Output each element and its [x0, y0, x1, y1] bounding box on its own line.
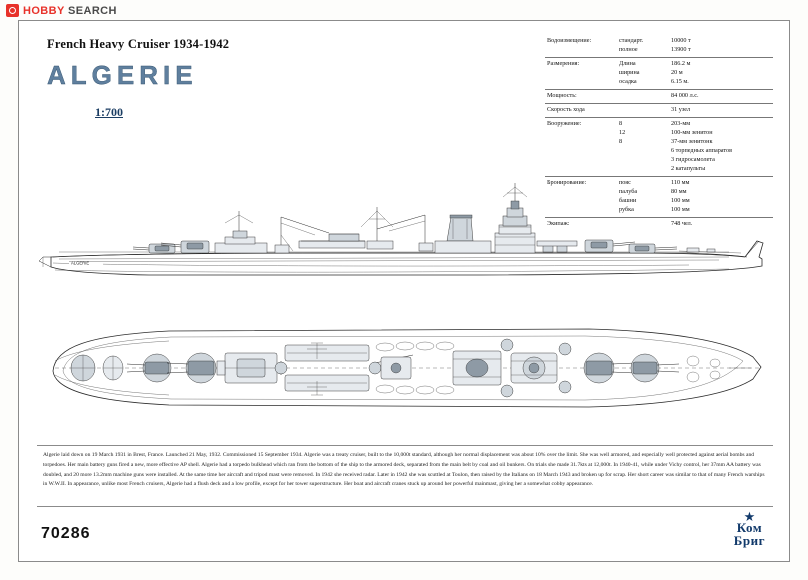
spec-key	[619, 147, 671, 156]
spec-key: пояс	[619, 178, 631, 186]
spec-group-label: Водоизмещение:	[547, 37, 592, 44]
kit-number: 70286	[41, 525, 91, 542]
spec-row	[619, 37, 773, 46]
spec-key	[619, 106, 671, 115]
spec-value: 10000 т	[671, 37, 691, 44]
spec-key	[619, 156, 671, 165]
spec-value: 110 мм	[671, 178, 690, 186]
watermark-brand-second: SEARCH	[68, 4, 117, 17]
scale-label: 1:700	[95, 105, 123, 119]
spec-row	[619, 138, 773, 147]
spec-value: 13900 т	[671, 45, 691, 53]
spec-group-label: Размерения:	[547, 59, 580, 67]
star-icon: ★	[743, 509, 756, 524]
spec-key: стандарт.	[619, 37, 644, 44]
spec-group	[545, 103, 773, 117]
spec-rows	[619, 106, 773, 115]
manufacturer-logo	[733, 509, 765, 548]
hobby-search-watermark	[6, 4, 117, 17]
spec-value: 748 чел.	[671, 219, 693, 227]
spec-key: палуба	[619, 187, 638, 195]
spec-group	[545, 89, 773, 103]
instruction-sheet	[18, 20, 790, 562]
svg-text:ALGERIE: ALGERIE	[71, 260, 90, 266]
title-block	[47, 37, 347, 120]
spec-row	[619, 156, 773, 165]
spec-row	[619, 120, 773, 129]
spec-rows	[619, 120, 773, 174]
spec-group	[545, 57, 773, 89]
spec-value: 3 гидросамолета	[671, 155, 715, 163]
hobby-search-wordmark	[23, 5, 117, 17]
spec-group-label: Экипаж:	[547, 219, 570, 227]
spec-value: 203-мм	[671, 119, 691, 127]
footer-divider	[37, 506, 773, 507]
spec-value: 2 катапульты	[671, 164, 706, 172]
ship-type-subtitle: French Heavy Cruiser 1934-1942	[47, 37, 230, 51]
spec-rows	[619, 37, 773, 55]
spec-row	[619, 92, 773, 101]
spec-group-label: Бронирование:	[547, 178, 587, 186]
spec-key: ширина	[619, 68, 640, 76]
spec-value: 186.2 м	[671, 59, 691, 67]
spec-value: 100 мм	[671, 205, 690, 213]
spec-group	[545, 35, 773, 57]
spec-group-label: Скорость хода	[547, 105, 585, 113]
spec-value: 31 узел	[671, 105, 691, 113]
spec-key: осадка	[619, 77, 637, 85]
spec-key: 8	[619, 137, 623, 145]
spec-row	[619, 147, 773, 156]
spec-key: 12	[619, 128, 626, 136]
spec-rows	[619, 60, 773, 87]
spec-row	[619, 46, 773, 55]
spec-value: 37-мм зенитонк	[671, 137, 713, 145]
spec-key: полное	[619, 45, 638, 53]
spec-value: 20 м	[671, 68, 683, 76]
spec-group-label: Мощность:	[547, 91, 577, 99]
spec-value: 6 торпедных аппаратов	[671, 146, 733, 154]
spec-rows	[619, 92, 773, 101]
spec-group-label: Вооружение:	[547, 119, 582, 127]
spec-key: Длина	[619, 59, 636, 67]
spec-row	[619, 78, 773, 87]
spec-row	[619, 69, 773, 78]
hobby-search-logo-icon	[6, 4, 19, 17]
ship-drawings	[29, 171, 781, 441]
side-profile-drawing	[29, 171, 781, 301]
spec-key: башни	[619, 196, 637, 204]
ship-name-title: ALGERIE	[47, 60, 198, 90]
watermark-brand-first: HOBBY	[23, 4, 65, 17]
spec-value: 100 мм	[671, 196, 690, 204]
spec-row	[619, 106, 773, 115]
spec-value: 6.15 м.	[671, 77, 689, 85]
spec-key: 8	[619, 119, 623, 127]
spec-key: рубка	[619, 205, 634, 213]
history-caption: Algerie laid down on 19 March 1931 in Brest, France. Launched 21 May, 1932. Commissioned 15 September 1934. Algerie was a treaty cruiser, built to the 10,000t standard, although her normal displacement was about 10% over the limit. She was well armored, and especially well protected against aerial bombs and torpedoes. Her main battery guns fired a new, more effective AP shell. Algerie had a torpedo bulkhead which ran from the bottom of the ship to the armored deck, separated from the main belt by coal and oil bunkers. On trials she made 31.7kts at 12,000t. In 1940-41, while under Vichy control, her 37mm AA battery was doubled, and 20 more 13.2mm machine guns were installed. At the same time her aircraft and tripod mast were removed. In 1942 she received radar. Later in 1942 she was scuttled at Toulon, then raised by the Italians on 18 March 1943 and broken up for scrap. Her short career was similar to that of many French warships in W.W.II. In appearance, unlike most French cruisers, Algerie had a flush deck and a low profile, except for her tower superstructure. Her boat and aircraft cranes stuck up around her powerful mainmast, giving her a somewhat cobby appearance.	[43, 452, 765, 488]
spec-row	[619, 60, 773, 69]
brand-line-1: Ком	[736, 520, 763, 535]
brand-line-2: Бриг	[733, 533, 765, 548]
spec-group	[545, 117, 773, 176]
spec-value: 80 мм	[671, 187, 687, 195]
caption-divider	[37, 445, 773, 446]
spec-value: 100-мм зенитон	[671, 128, 713, 136]
plan-view-drawing	[29, 301, 781, 441]
spec-value: 84 000 л.с.	[671, 91, 699, 99]
spec-row	[619, 129, 773, 138]
spec-key	[619, 92, 671, 101]
